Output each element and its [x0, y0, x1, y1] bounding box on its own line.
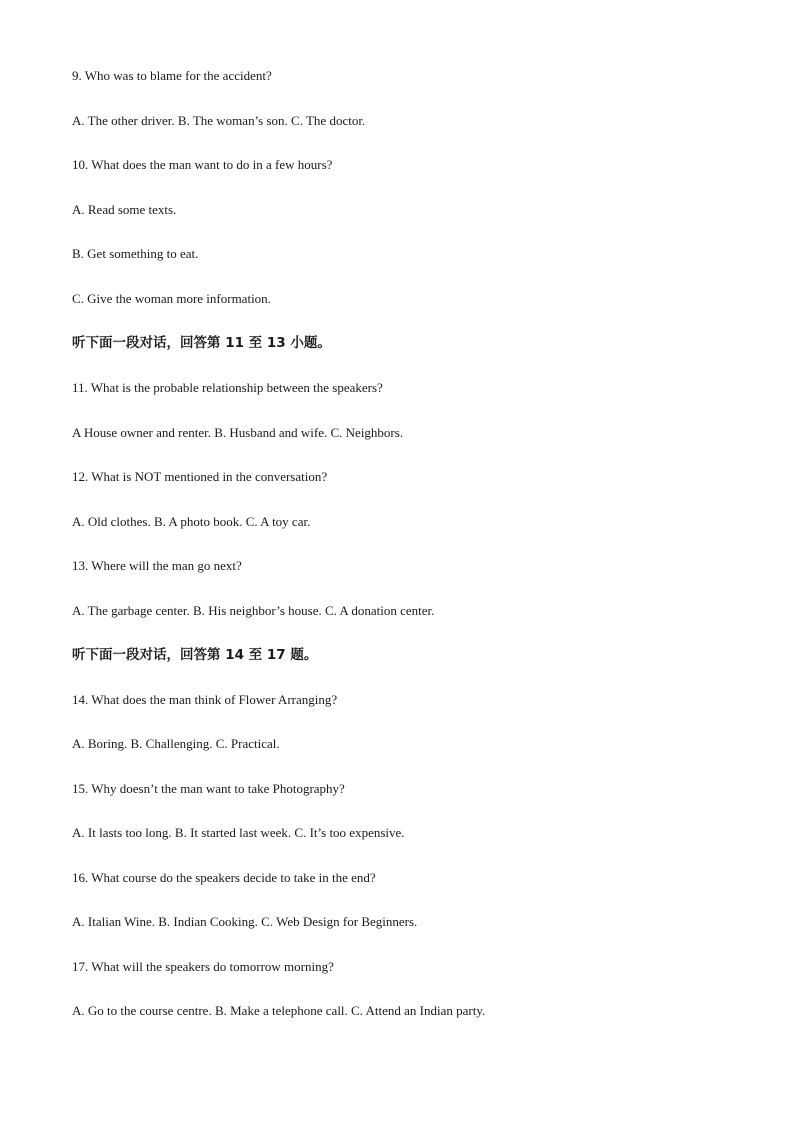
question-15-options: A. It lasts too long. B. It started last week. C. It’s too expensive. — [72, 825, 405, 840]
section-heading-11-13: 听下面一段对话，回答第 11 至 13 小题。 — [72, 335, 331, 351]
question-16-options: A. Italian Wine. B. Indian Cooking. C. Web Design for Beginners. — [72, 914, 418, 929]
question-17-options: A. Go to the course centre. B. Make a telephone call. C. Attend an Indian party. — [72, 1003, 486, 1018]
question-16: 16. What course do the speakers decide to take in the end? — [72, 870, 376, 885]
question-9: 9. Who was to blame for the accident? — [72, 68, 272, 83]
question-14-options: A. Boring. B. Challenging. C. Practical. — [72, 736, 280, 751]
question-13-options: A. The garbage center. B. His neighbor’s house. C. A donation center. — [72, 603, 435, 618]
question-10-option-b: B. Get something to eat. — [72, 246, 199, 261]
question-12-options: A. Old clothes. B. A photo book. C. A toy car. — [72, 514, 311, 529]
question-10: 10. What does the man want to do in a few hours? — [72, 157, 333, 172]
question-9-options: A. The other driver. B. The woman’s son. C. The doctor. — [72, 113, 366, 128]
question-13: 13. Where will the man go next? — [72, 558, 242, 573]
question-17: 17. What will the speakers do tomorrow morning? — [72, 959, 334, 974]
question-11: 11. What is the probable relationship between the speakers? — [72, 380, 383, 395]
question-11-options: A House owner and renter. B. Husband and wife. C. Neighbors. — [72, 425, 404, 440]
question-15: 15. Why doesn’t the man want to take Photography? — [72, 781, 345, 796]
question-14: 14. What does the man think of Flower Arranging? — [72, 692, 338, 707]
question-10-option-a: A. Read some texts. — [72, 202, 177, 217]
question-10-option-c: C. Give the woman more information. — [72, 291, 271, 306]
question-12: 12. What is NOT mentioned in the conversation? — [72, 469, 328, 484]
section-heading-14-17: 听下面一段对话，回答第 14 至 17 题。 — [72, 647, 318, 663]
